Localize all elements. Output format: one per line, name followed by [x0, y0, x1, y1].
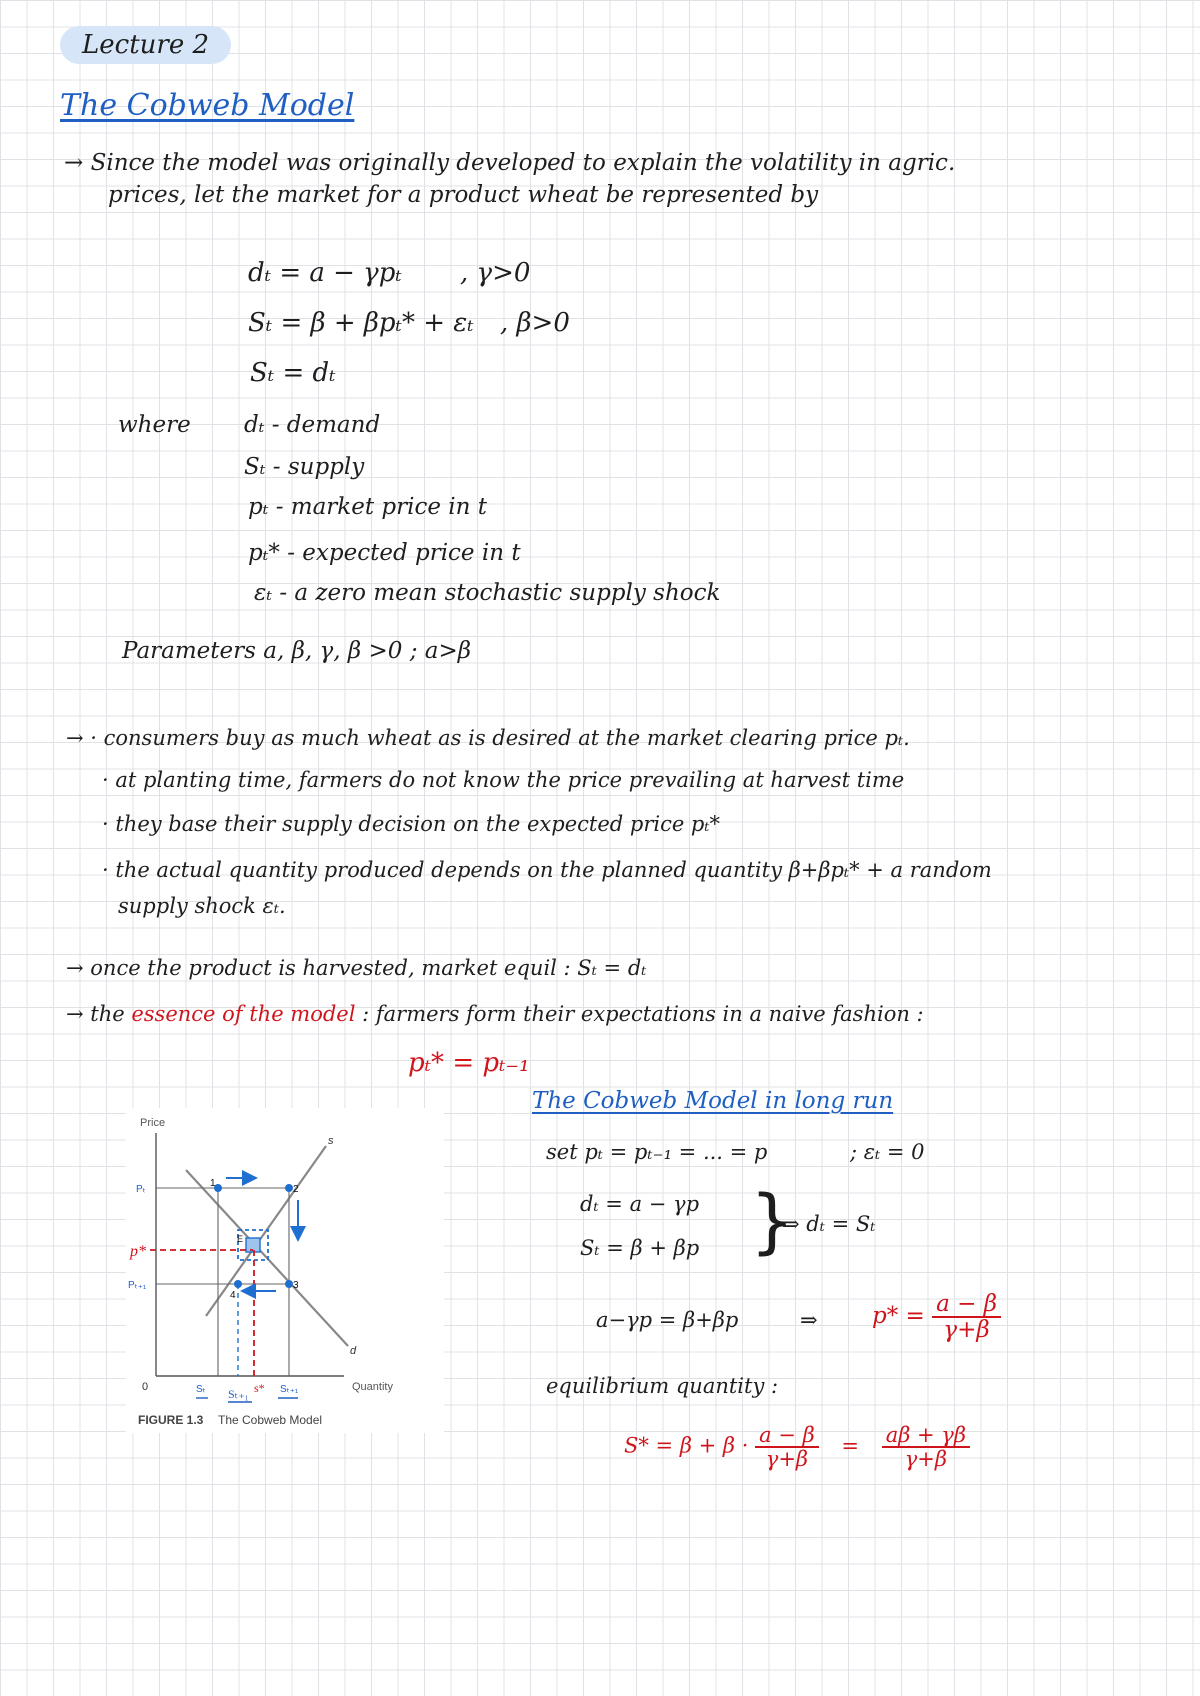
where-label: where: [118, 412, 191, 438]
definition-item: εₜ - a zero mean stochastic supply shock: [254, 580, 721, 606]
intro-line-2: prices, let the market for a product wheat be represented by: [108, 182, 819, 208]
supply-equation: Sₜ = β + βpₜ* + εₜ: [248, 308, 474, 338]
definition-item: pₜ* - expected price in t: [248, 540, 521, 566]
origin-label: 0: [142, 1381, 149, 1393]
naive-expectation-rule: pₜ* = pₜ₋₁: [408, 1048, 530, 1078]
assumption-item: supply shock εₜ.: [118, 894, 286, 918]
point-label: 4: [230, 1290, 236, 1301]
demand-condition: , γ>0: [460, 258, 531, 288]
point-label: 1: [210, 1178, 216, 1189]
figure-caption-text: The Cobweb Model: [218, 1413, 323, 1427]
long-run-supply: Sₜ = β + βp: [580, 1236, 700, 1260]
definition-item: dₜ - demand: [244, 412, 381, 438]
pt-label: Pₜ: [136, 1184, 146, 1195]
cobweb-figure: [126, 1108, 444, 1433]
definition-item: Sₜ - supply: [244, 454, 365, 480]
clearing-equation: Sₜ = dₜ: [250, 358, 336, 388]
market-equilibrium-note: → once the product is harvested, market equil : Sₜ = dₜ: [66, 956, 647, 980]
long-run-demand: dₜ = a − γp: [580, 1192, 700, 1216]
long-run-arrow: ⇒: [800, 1308, 818, 1332]
supply-curve-label: s: [328, 1135, 334, 1147]
demand-curve-label: d: [350, 1345, 357, 1357]
system-brace: }: [750, 1180, 795, 1262]
assumption-item: · at planting time, farmers do not know the price prevailing at harvest time: [102, 768, 905, 792]
parameters-line: Parameters a, β, γ, β >0 ; a>β: [122, 638, 472, 664]
point-4: [234, 1280, 242, 1288]
point-label: 2: [293, 1184, 299, 1195]
long-run-shock-line: ; εₜ = 0: [850, 1140, 925, 1164]
demand-curve: [186, 1170, 348, 1346]
point-label: 3: [293, 1280, 299, 1291]
x-axis-label: Quantity: [352, 1381, 393, 1393]
long-run-solve: a−γp = β+βp: [596, 1308, 739, 1332]
assumption-item: → · consumers buy as much wheat as is desired at the market clearing price pₜ.: [66, 726, 910, 750]
long-run-implies: ⇒ dₜ = Sₜ: [782, 1212, 876, 1236]
assumption-item: · the actual quantity produced depends on the planned quantity β+βpₜ* + a random: [102, 858, 992, 882]
equilibrium-point-label: E: [237, 1234, 244, 1244]
page-title: The Cobweb Model: [60, 88, 355, 123]
demand-equation: dₜ = a − γpₜ: [248, 258, 402, 288]
supply-condition: , β>0: [500, 308, 570, 338]
lecture-label: Lecture 2: [60, 26, 231, 64]
equilibrium-quantity-label: equilibrium quantity :: [546, 1374, 779, 1398]
long-run-set-line: set pₜ = pₜ₋₁ = ... = p: [546, 1140, 768, 1164]
cobweb-diagram: [126, 1108, 444, 1433]
st1-blue-label: Sₜ₊₁: [228, 1387, 249, 1401]
y-axis-label: Price: [140, 1117, 166, 1129]
point-2: [285, 1184, 293, 1192]
assumption-item: · they base their supply decision on the expected price pₜ*: [102, 812, 721, 836]
essence-highlight: essence of the model: [131, 1002, 356, 1026]
long-run-title: The Cobweb Model in long run: [532, 1088, 894, 1114]
essence-line: → the essence of the model : farmers form their expectations in a naive fashion :: [66, 1002, 924, 1026]
s-star-result: S* = β + β · $\frac{a - \beta}{\gamma+\beta}$ = $\frac{a\beta + \gamma\beta}{\gamma+\beta}$: [624, 1424, 970, 1470]
pt1-label: Pₜ₊₁: [128, 1280, 147, 1291]
intro-line-1: → Since the model was originally developed to explain the volatility in agric.: [64, 150, 956, 176]
st-label: Sₜ: [196, 1384, 206, 1395]
s-star-label: s*: [254, 1381, 265, 1395]
definition-item: pₜ - market price in t: [248, 494, 488, 520]
p-star-label: p*: [130, 1243, 146, 1260]
point-3: [285, 1280, 293, 1288]
figure-caption-number: FIGURE 1.3: [138, 1413, 204, 1427]
st1-label: Sₜ₊₁: [280, 1384, 299, 1395]
p-star-result: p* = $\frac{a - \beta}{\gamma+\beta}$: [872, 1292, 1001, 1342]
